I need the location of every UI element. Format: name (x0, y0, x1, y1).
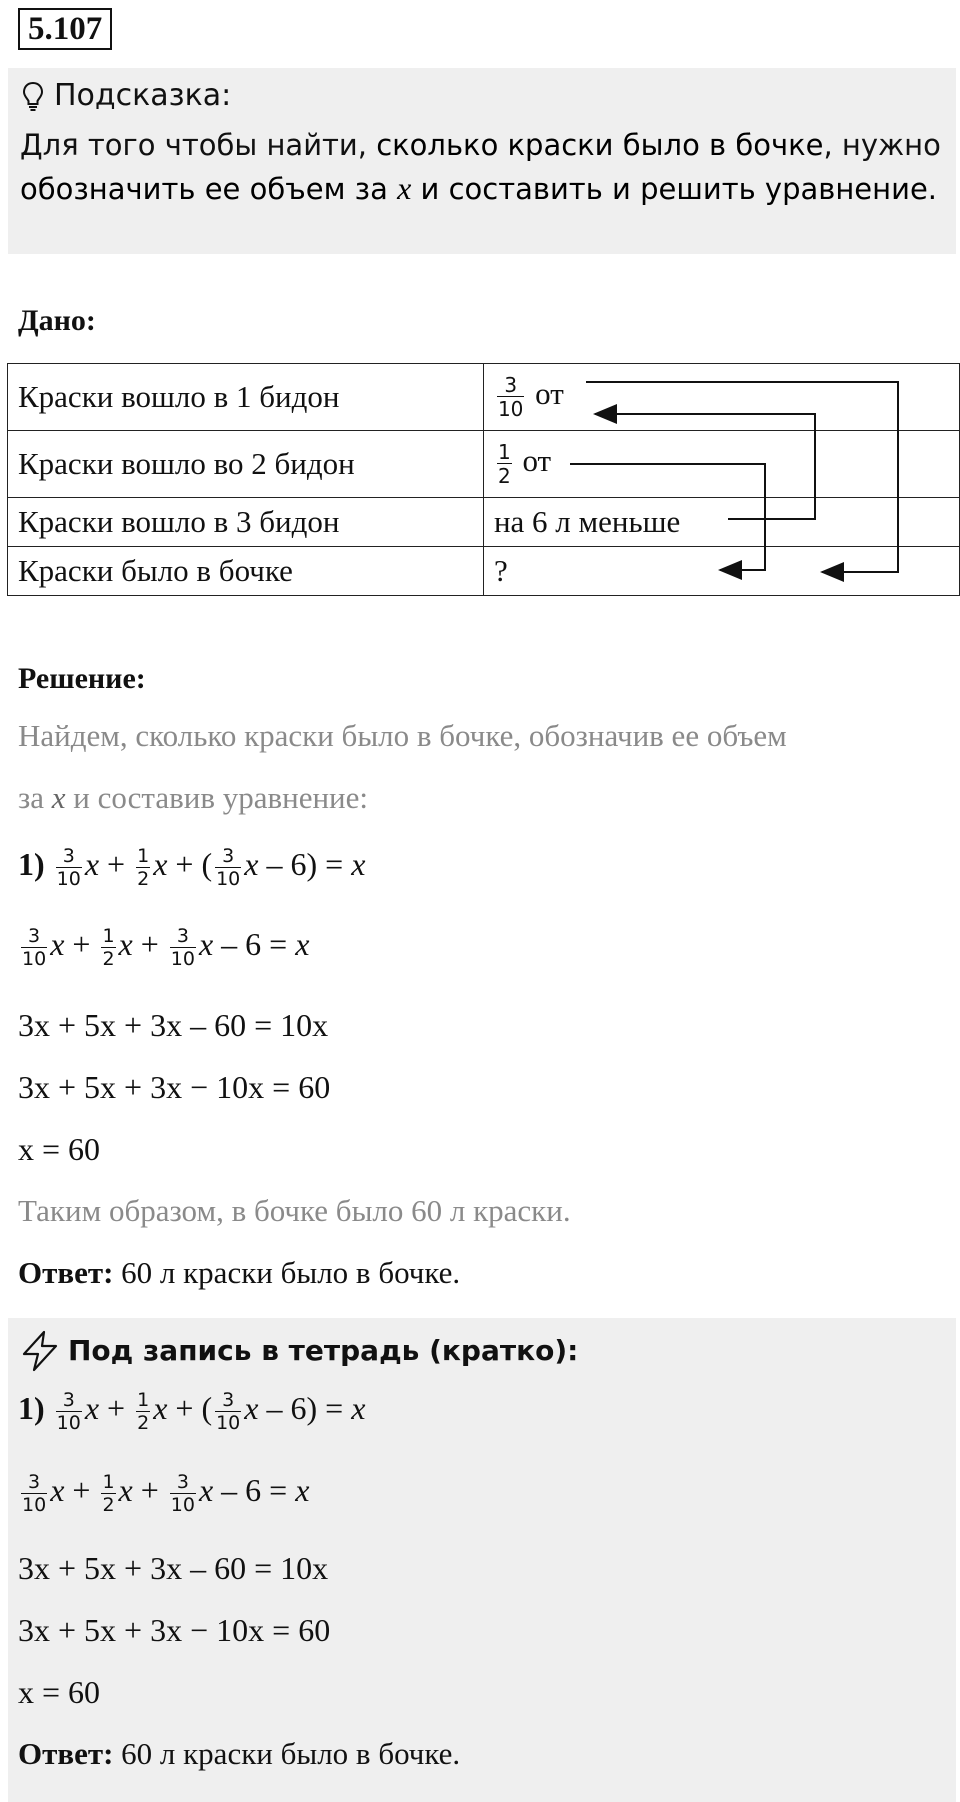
lightning-icon (20, 1330, 60, 1372)
given-value-3: на 6 л меньше (483, 498, 959, 547)
fraction: $\frac{3}{10}$ (216, 844, 241, 890)
notebook-equation-4: 3x + 5x + 3x − 10x = 60 (18, 1612, 331, 1648)
fraction: $\frac{3}{10}$ (22, 924, 47, 970)
fraction: $\frac{1}{2}$ (102, 924, 115, 970)
hint-title-text: Подсказка: (54, 78, 232, 113)
given-label-2: Краски вошло во 2 бидон (8, 431, 484, 498)
answer-text: 60 л краски было в бочке. (113, 1736, 461, 1771)
hint-dot: . (927, 172, 938, 206)
hint-text-tail: , нужно (823, 128, 941, 162)
equation-1: 1) $\frac{3}{10}$ x + $\frac{1}{2}$ x + ( $\frac{3}{10}$ x – 6) = x (18, 844, 366, 890)
notebook-equation-5: x = 60 (18, 1674, 101, 1710)
solution-intro-1: Найдем, сколько краски было в бочке, обозначив ее объем (18, 718, 787, 753)
table-row (8, 498, 960, 547)
answer-label: Ответ: (18, 1736, 114, 1771)
given-label-4: Краски было в бочке (8, 547, 484, 596)
lightbulb-icon (22, 81, 44, 111)
fraction: $\frac{3}{10}$ (497, 373, 524, 421)
notebook-answer (18, 1736, 460, 1772)
given-value-4: ? (483, 547, 959, 596)
hint-line-2 (20, 170, 937, 207)
equation-2: $\frac{3}{10}$ x + $\frac{1}{2}$ x + $\frac{3}{10}$ x – 6 = x (22, 924, 310, 970)
hint-var: x (397, 170, 412, 206)
given-value-1: $\frac{3}{10}$ от (483, 364, 959, 431)
given-label-1: Краски вошло в 1 бидон (8, 364, 484, 431)
hint-text-emphasis: сколько краски было в бочке (376, 128, 824, 162)
given-heading: Дано: (18, 304, 96, 337)
fraction: $\frac{3}{10}$ (170, 1470, 195, 1516)
equation-4: 3x + 5x + 3x − 10x = 60 (18, 1069, 331, 1105)
table-row (8, 431, 960, 498)
fraction: $\frac{3}{10}$ (216, 1388, 241, 1434)
fraction: $\frac{3}{10}$ (56, 844, 81, 890)
solution-heading: Решение: (18, 662, 146, 695)
given-label-3: Краски вошло в 3 бидон (8, 498, 484, 547)
notebook-equation-2: $\frac{3}{10}$ x + $\frac{1}{2}$ x + $\frac{3}{10}$ x – 6 = x (22, 1470, 310, 1516)
solution-conclusion: Таким образом, в бочке было 60 л краски. (18, 1193, 571, 1228)
hint-box (8, 68, 956, 254)
answer-label: Ответ: (18, 1255, 114, 1290)
hint-title (22, 78, 231, 113)
answer-text: 60 л краски было в бочке. (113, 1255, 461, 1290)
notebook-box (8, 1318, 956, 1802)
table-row (8, 364, 960, 431)
hint-text-normal: Для того чтобы найти, (20, 128, 377, 162)
fraction: $\frac{3}{10}$ (170, 924, 195, 970)
given-table (7, 363, 960, 596)
given-value-2: $\frac{1}{2}$ от (483, 431, 959, 498)
notebook-equation-1: 1) $\frac{3}{10}$ x + $\frac{1}{2}$ x + ( $\frac{3}{10}$ x – 6) = x (18, 1388, 366, 1434)
hint-text-a: обозначить ее объем за (20, 172, 398, 206)
notebook-equation-3: 3x + 5x + 3x – 60 = 10x (18, 1550, 329, 1586)
step-label: 1) (18, 1390, 45, 1426)
table-row (8, 547, 960, 596)
step-label: 1) (18, 846, 45, 882)
fraction: $\frac{1}{2}$ (137, 844, 150, 890)
notebook-title-text: Под запись в тетрадь (кратко): (68, 1334, 579, 1367)
notebook-title (20, 1330, 578, 1372)
solution-intro-2: за x и составив уравнение: (18, 780, 369, 815)
fraction: $\frac{1}{2}$ (497, 440, 511, 488)
equation-3: 3x + 5x + 3x – 60 = 10x (18, 1007, 329, 1043)
solution-answer (18, 1255, 460, 1291)
problem-number: 5.107 (18, 8, 112, 50)
fraction: $\frac{3}{10}$ (22, 1470, 47, 1516)
hint-text-b: и составить и решить уравнение (411, 172, 928, 206)
fraction: $\frac{1}{2}$ (137, 1388, 150, 1434)
equation-5: x = 60 (18, 1131, 101, 1167)
hint-line-1 (20, 128, 941, 162)
fraction: $\frac{3}{10}$ (56, 1388, 81, 1434)
fraction: $\frac{1}{2}$ (102, 1470, 115, 1516)
